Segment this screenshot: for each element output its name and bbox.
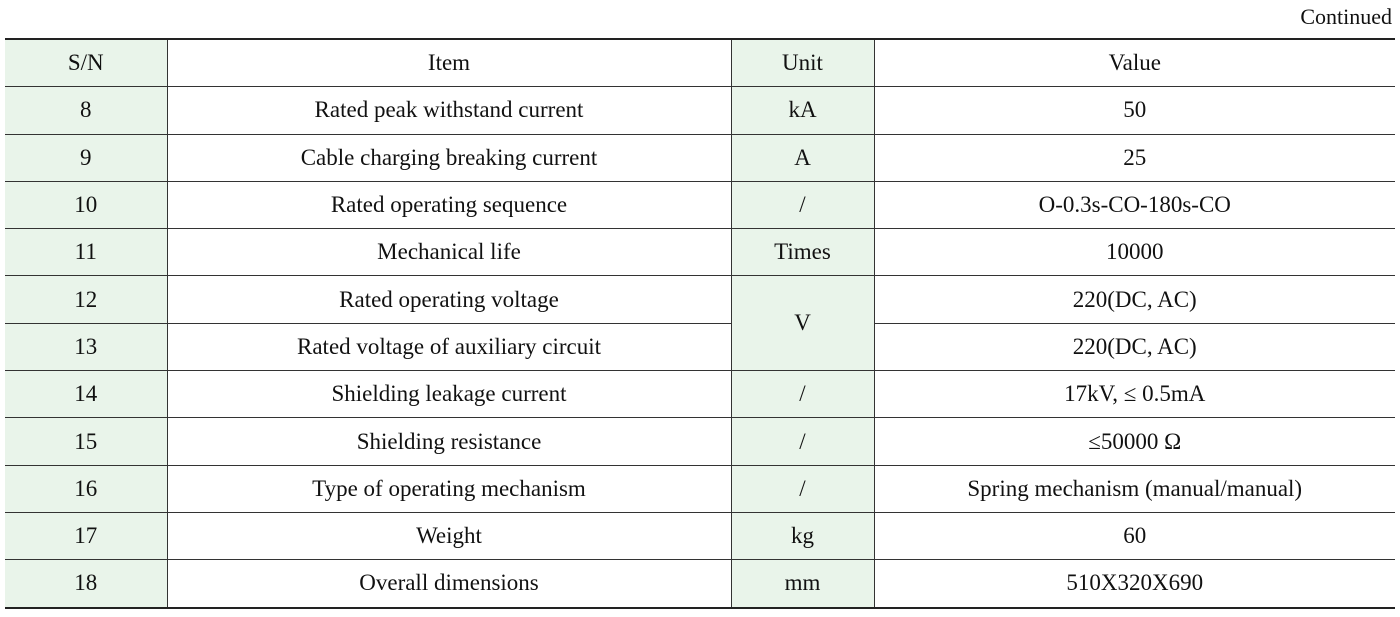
cell-unit: A [731,134,874,181]
table-row [5,276,1395,323]
cell-sn: 8 [5,87,167,134]
cell-sn: 18 [5,560,167,608]
cell-unit: / [731,465,874,512]
cell-unit: mm [731,560,874,608]
header-sn: S/N [5,39,167,87]
cell-value: O-0.3s-CO-180s-CO [874,181,1395,228]
cell-item: Rated operating voltage [167,276,731,323]
cell-value: 220(DC, AC) [874,276,1395,323]
spec-table [5,38,1395,609]
cell-value: 60 [874,512,1395,559]
cell-sn: 12 [5,276,167,323]
cell-unit: kA [731,87,874,134]
cell-item: Cable charging breaking current [167,134,731,181]
cell-value: 220(DC, AC) [874,323,1395,370]
header-item: Item [167,39,731,87]
cell-item: Shielding leakage current [167,371,731,418]
cell-unit-merged: V [731,276,874,371]
cell-sn: 10 [5,181,167,228]
cell-value: 10000 [874,229,1395,276]
cell-value: 17kV, ≤ 0.5mA [874,371,1395,418]
cell-sn: 15 [5,418,167,465]
table-row [5,560,1395,608]
cell-item: Weight [167,512,731,559]
cell-value: ≤50000 Ω [874,418,1395,465]
cell-sn: 17 [5,512,167,559]
cell-unit: / [731,418,874,465]
table-row [5,134,1395,181]
table-row [5,181,1395,228]
header-value: Value [874,39,1395,87]
cell-sn: 9 [5,134,167,181]
cell-item: Type of operating mechanism [167,465,731,512]
table-row [5,418,1395,465]
cell-unit: kg [731,512,874,559]
table-row [5,87,1395,134]
table-row [5,512,1395,559]
cell-unit: Times [731,229,874,276]
cell-value: 510X320X690 [874,560,1395,608]
cell-sn: 14 [5,371,167,418]
cell-sn: 13 [5,323,167,370]
cell-item: Shielding resistance [167,418,731,465]
cell-value: Spring mechanism (manual/manual) [874,465,1395,512]
cell-unit: / [731,371,874,418]
table-row [5,465,1395,512]
cell-unit: / [731,181,874,228]
cell-item: Rated peak withstand current [167,87,731,134]
header-unit: Unit [731,39,874,87]
table-row [5,371,1395,418]
cell-value: 50 [874,87,1395,134]
cell-item: Mechanical life [167,229,731,276]
table-row [5,323,1395,370]
table-row [5,229,1395,276]
cell-item: Rated operating sequence [167,181,731,228]
cell-value: 25 [874,134,1395,181]
cell-sn: 16 [5,465,167,512]
cell-sn: 11 [5,229,167,276]
cell-item: Rated voltage of auxiliary circuit [167,323,731,370]
continued-caption: Continued [1300,4,1392,29]
table-header-row [5,39,1395,87]
cell-item: Overall dimensions [167,560,731,608]
